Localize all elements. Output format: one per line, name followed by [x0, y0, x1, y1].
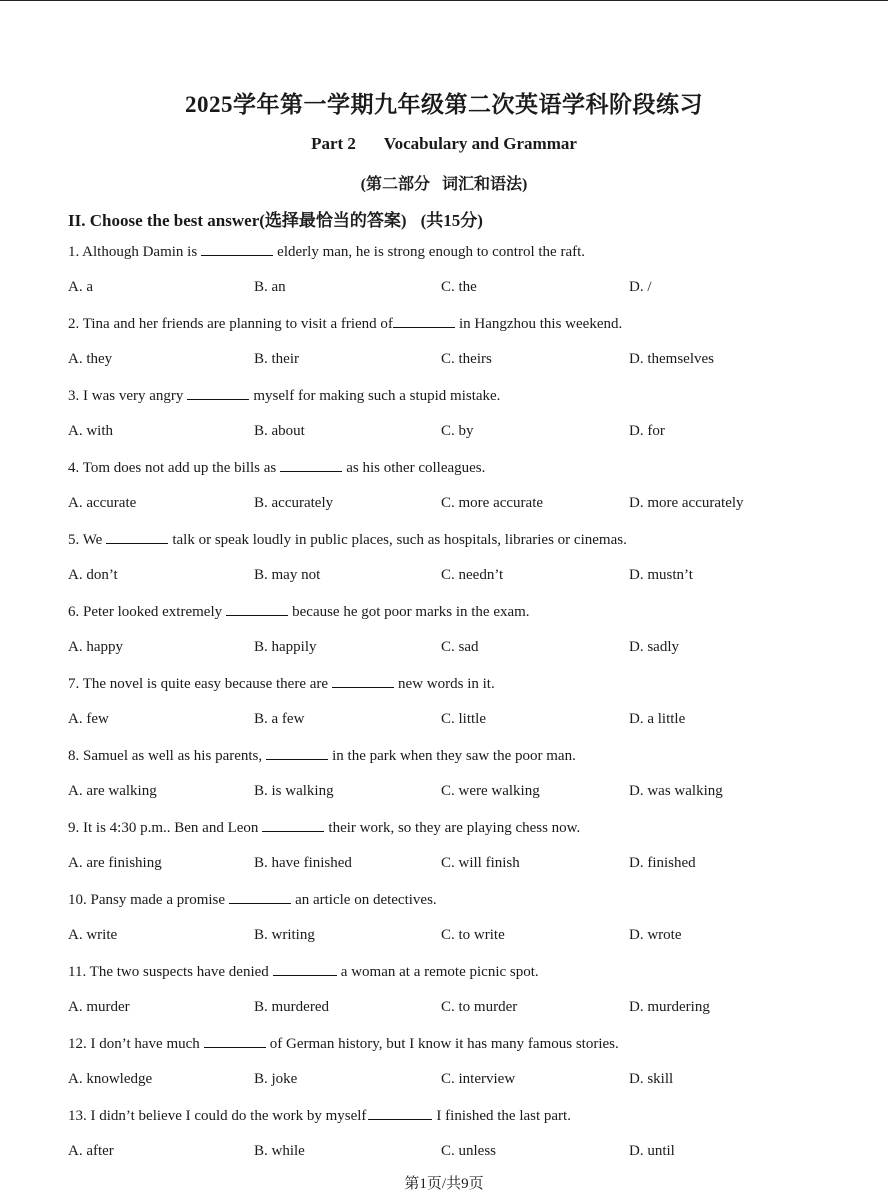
option-c: C. theirs	[441, 351, 492, 367]
question-stem: 1. Although Damin is	[68, 244, 198, 260]
answer-blank	[393, 315, 455, 328]
question-stem: 12. I don’t have much	[68, 1036, 200, 1052]
section-points: (共15分)	[420, 211, 483, 230]
top-rule	[0, 0, 888, 1]
question-3	[68, 387, 500, 405]
question-stem-end: talk or speak loudly in public places, such as hospitals, libraries or cinemas.	[172, 532, 627, 548]
option-b: B. murdered	[254, 999, 329, 1015]
section-heading	[68, 206, 483, 231]
answer-blank	[187, 387, 249, 400]
subtitle-part: (第二部分	[360, 176, 430, 193]
option-c: C. unless	[441, 1143, 497, 1159]
question-stem-end: elderly man, he is strong enough to control the raft.	[277, 244, 586, 260]
part-label: Part 2	[311, 134, 356, 153]
options-row	[68, 1071, 828, 1091]
option-a: A. few	[68, 711, 109, 727]
option-d: D. for	[629, 423, 665, 439]
answer-blank	[280, 459, 342, 472]
option-d: D. themselves	[629, 351, 714, 367]
option-d: D. was walking	[629, 783, 723, 799]
question-stem: 7. The novel is quite easy because there are	[68, 676, 329, 692]
options-row	[68, 279, 828, 299]
option-c: C. will finish	[441, 855, 520, 871]
option-a: A. they	[68, 351, 113, 367]
option-b: B. may not	[254, 567, 321, 583]
option-c: C. sad	[441, 639, 479, 655]
option-d: D. until	[629, 1143, 675, 1159]
option-d: D. a little	[629, 711, 686, 727]
question-stem-end: in the park when they saw the poor man.	[332, 748, 576, 764]
answer-blank	[226, 603, 288, 616]
option-a: A. with	[68, 423, 113, 439]
option-b: B. while	[254, 1143, 305, 1159]
document-title: 2025学年第一学期九年级第二次英语学科阶段练习	[185, 92, 703, 117]
question-5	[68, 531, 627, 549]
question-4	[68, 459, 485, 477]
answer-blank	[368, 1107, 432, 1120]
option-b: B. happily	[254, 639, 317, 655]
question-stem-end: I finished the last part.	[436, 1108, 571, 1124]
option-b: B. a few	[254, 711, 305, 727]
options-row	[68, 999, 828, 1019]
option-b: B. an	[254, 279, 286, 295]
option-a: A. don’t	[68, 567, 118, 583]
option-b: B. have finished	[254, 855, 352, 871]
question-9	[68, 819, 580, 837]
option-b: B. their	[254, 351, 299, 367]
answer-blank	[201, 243, 273, 256]
option-c: C. the	[441, 279, 477, 295]
option-d: D. murdering	[629, 999, 710, 1015]
question-6	[68, 603, 530, 621]
answer-blank	[106, 531, 168, 544]
question-stem: 13. I didn’t believe I could do the work by myself	[68, 1108, 367, 1124]
question-stem-end: as his other colleagues.	[346, 460, 486, 476]
question-stem: 9. It is 4:30 p.m.. Ben and Leon	[68, 820, 259, 836]
option-a: A. after	[68, 1143, 114, 1159]
option-c: C. needn’t	[441, 567, 504, 583]
option-a: A. a	[68, 279, 93, 295]
option-c: C. more accurate	[441, 495, 544, 511]
part-heading	[0, 134, 888, 154]
part-name: Vocabulary and Grammar	[383, 134, 577, 153]
option-c: C. interview	[441, 1071, 516, 1087]
question-stem: 4. Tom does not add up the bills as	[68, 460, 277, 476]
question-12	[68, 1035, 619, 1053]
option-a: A. knowledge	[68, 1071, 153, 1087]
answer-blank	[229, 891, 291, 904]
question-stem: 11. The two suspects have denied	[68, 964, 269, 980]
options-row	[68, 639, 828, 659]
option-c: C. little	[441, 711, 486, 727]
option-c: C. were walking	[441, 783, 540, 799]
answer-blank	[332, 675, 394, 688]
option-a: A. are walking	[68, 783, 157, 799]
question-1	[68, 243, 585, 261]
question-stem-end: an article on detectives.	[295, 892, 437, 908]
option-c: C. by	[441, 423, 474, 439]
part-subtitle	[0, 171, 888, 194]
option-c: C. to write	[441, 927, 505, 943]
options-row	[68, 783, 828, 803]
option-a: A. accurate	[68, 495, 137, 511]
option-d: D. skill	[629, 1071, 674, 1087]
question-stem: 8. Samuel as well as his parents,	[68, 748, 263, 764]
question-stem-end: in Hangzhou this weekend.	[458, 316, 623, 332]
question-7	[68, 675, 495, 693]
answer-blank	[262, 819, 324, 832]
options-row	[68, 711, 828, 731]
option-d: D. more accurately	[629, 495, 744, 511]
options-row	[68, 423, 828, 443]
options-row	[68, 855, 828, 875]
option-b: B. writing	[254, 927, 315, 943]
question-stem-end: a woman at a remote picnic spot.	[340, 964, 539, 980]
question-stem: 10. Pansy made a promise	[68, 892, 226, 908]
answer-blank	[266, 747, 328, 760]
options-row	[68, 927, 828, 947]
question-stem: 5. We	[68, 532, 103, 548]
question-stem-end: myself for making such a stupid mistake.	[253, 388, 501, 404]
page-number: 第1页/共9页	[404, 1176, 484, 1192]
question-stem-end: new words in it.	[398, 676, 495, 692]
option-d: D. wrote	[629, 927, 682, 943]
option-a: A. are finishing	[68, 855, 162, 871]
option-c: C. to murder	[441, 999, 518, 1015]
question-stem-end: of German history, but I know it has many famous stories.	[269, 1036, 619, 1052]
options-row	[68, 495, 828, 515]
question-stem: 3. I was very angry	[68, 388, 184, 404]
section-title: II. Choose the best answer(选择最恰当的答案)	[68, 211, 407, 230]
option-b: B. accurately	[254, 495, 334, 511]
option-a: A. murder	[68, 999, 130, 1015]
question-2	[68, 315, 622, 333]
option-d: D. finished	[629, 855, 696, 871]
option-d: D. mustn’t	[629, 567, 693, 583]
question-11	[68, 963, 539, 981]
option-b: B. joke	[254, 1071, 298, 1087]
option-a: A. happy	[68, 639, 123, 655]
option-b: B. is walking	[254, 783, 334, 799]
option-b: B. about	[254, 423, 305, 439]
option-d: D. /	[629, 279, 652, 295]
question-stem: 6. Peter looked extremely	[68, 604, 223, 620]
question-stem-end: their work, so they are playing chess now.	[328, 820, 581, 836]
answer-blank	[204, 1035, 266, 1048]
subtitle-topic: 词汇和语法)	[442, 176, 528, 193]
question-10	[68, 891, 437, 909]
options-row	[68, 1143, 828, 1163]
option-d: D. sadly	[629, 639, 679, 655]
question-stem-end: because he got poor marks in the exam.	[292, 604, 530, 620]
answer-blank	[273, 963, 337, 976]
options-row	[68, 567, 828, 587]
question-8	[68, 747, 576, 765]
option-a: A. write	[68, 927, 118, 943]
options-row	[68, 351, 828, 371]
question-stem: 2. Tina and her friends are planning to visit a friend of	[68, 316, 393, 332]
question-13	[68, 1107, 571, 1125]
